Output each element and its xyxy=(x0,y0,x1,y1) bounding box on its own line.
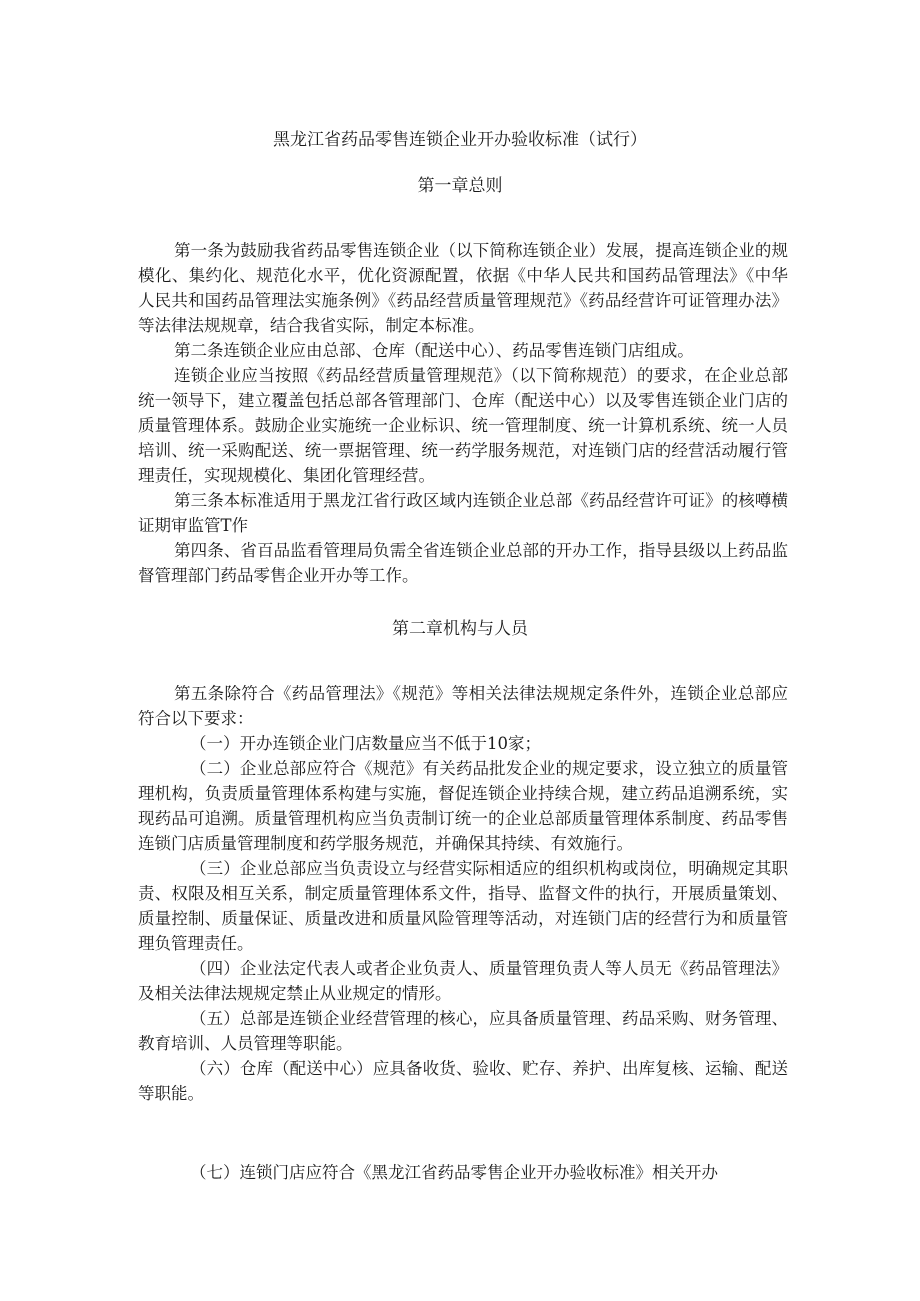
requirement-item-4: （四）企业法定代表人或者企业负责人、质量管理负责人等人员无《药品管理法》及相关法律法规规定禁止从业规定的情形。 xyxy=(138,959,788,1003)
requirement-item-6: （六）仓库（配送中心）应具备收货、验收、贮存、养护、出库复核、运输、配送等职能。 xyxy=(138,1059,788,1103)
article-1: 第一条为鼓励我省药品零售连锁企业（以下简称连锁企业）发展，提高连锁企业的规模化、集约化、规范化水平，优化资源配置，依据《中华人民共和国药品管理法》《中华人民共和国药品管理法实施条例》《药品经营质量管理规范》《药品经营许可证管理办法》等法律法规规章，结合我省实际，制定本标准。 xyxy=(138,241,788,335)
requirement-item-7: （七）连锁门店应符合《黑龙江省药品零售企业开办验收标准》相关开办 xyxy=(190,1163,718,1182)
requirement-item-1: （一）开办连锁企业门店数量应当不低于10家； xyxy=(190,734,541,753)
chapter-2-body xyxy=(138,681,788,1106)
chapter-2-continued xyxy=(138,1160,788,1185)
article-4: 第四条、省百品监看管理局负需全省连锁企业总部的开办工作，指导县级以上药品监督管理部门药品零售企业开办等工作。 xyxy=(138,541,788,585)
article-3: 第三条本标准适用于黑龙江省行政区域内连锁企业总部《药品经营许可证》的核噂横证期审监管T作 xyxy=(138,491,788,535)
article-5: 第五条除符合《药品管理法》《规范》等相关法律法规规定条件外，连锁企业总部应符合以下要求： xyxy=(138,684,788,728)
requirement-item-3: （三）企业总部应当负责设立与经营实际相适应的组织机构或岗位，明确规定其职责、权限及相互关系，制定质量管理体系文件，指导、监督文件的执行，开展质量策划、质量控制、质量保证、质量改进和质量风险管理等活动，对连锁门店的经营行为和质量管理负管理责任。 xyxy=(138,859,788,953)
chapter-2-heading: 第二章机构与人员 xyxy=(392,619,528,639)
requirement-item-5: （五）总部是连锁企业经营管理的核心，应具备质量管理、药品采购、财务管理、教育培训、人员管理等职能。 xyxy=(138,1009,788,1053)
chapter-1-heading: 第一章总则 xyxy=(417,176,503,196)
article-2: 第二条连锁企业应由总部、仓库（配送中心）、药品零售连锁门店组成。 xyxy=(174,341,694,360)
chapter-1-body xyxy=(138,238,788,588)
requirement-item-2: （二）企业总部应符合《规范》有关药品批发企业的规定要求，设立独立的质量管理机构，负责质量管理体系构建与实施，督促连锁企业持续合规，建立药品追溯系统，实现药品可追溯。质量管理机构应当负责制订统一的企业总部质量管理体系制度、药品零售连锁门店质量管理制度和药学服务规范，并确保其持续、有效施行。 xyxy=(138,759,788,853)
article-2-detail: 连锁企业应当按照《药品经营质量管理规范》（以下简称规范）的要求，在企业总部统一领导下，建立覆盖包括总部各管理部门、仓库（配送中心）以及零售连锁企业门店的质量管理体系。鼓励企业实施统一企业标识、统一管理制度、统一计算机系统、统一人员培训、统一采购配送、统一票据管理、统一药学服务规范，对连锁门店的经营活动履行管理责任，实现规模化、集团化管理经营。 xyxy=(138,366,788,485)
document-title: 黑龙江省药品零售连锁企业开办验收标准（试行） xyxy=(273,130,647,150)
